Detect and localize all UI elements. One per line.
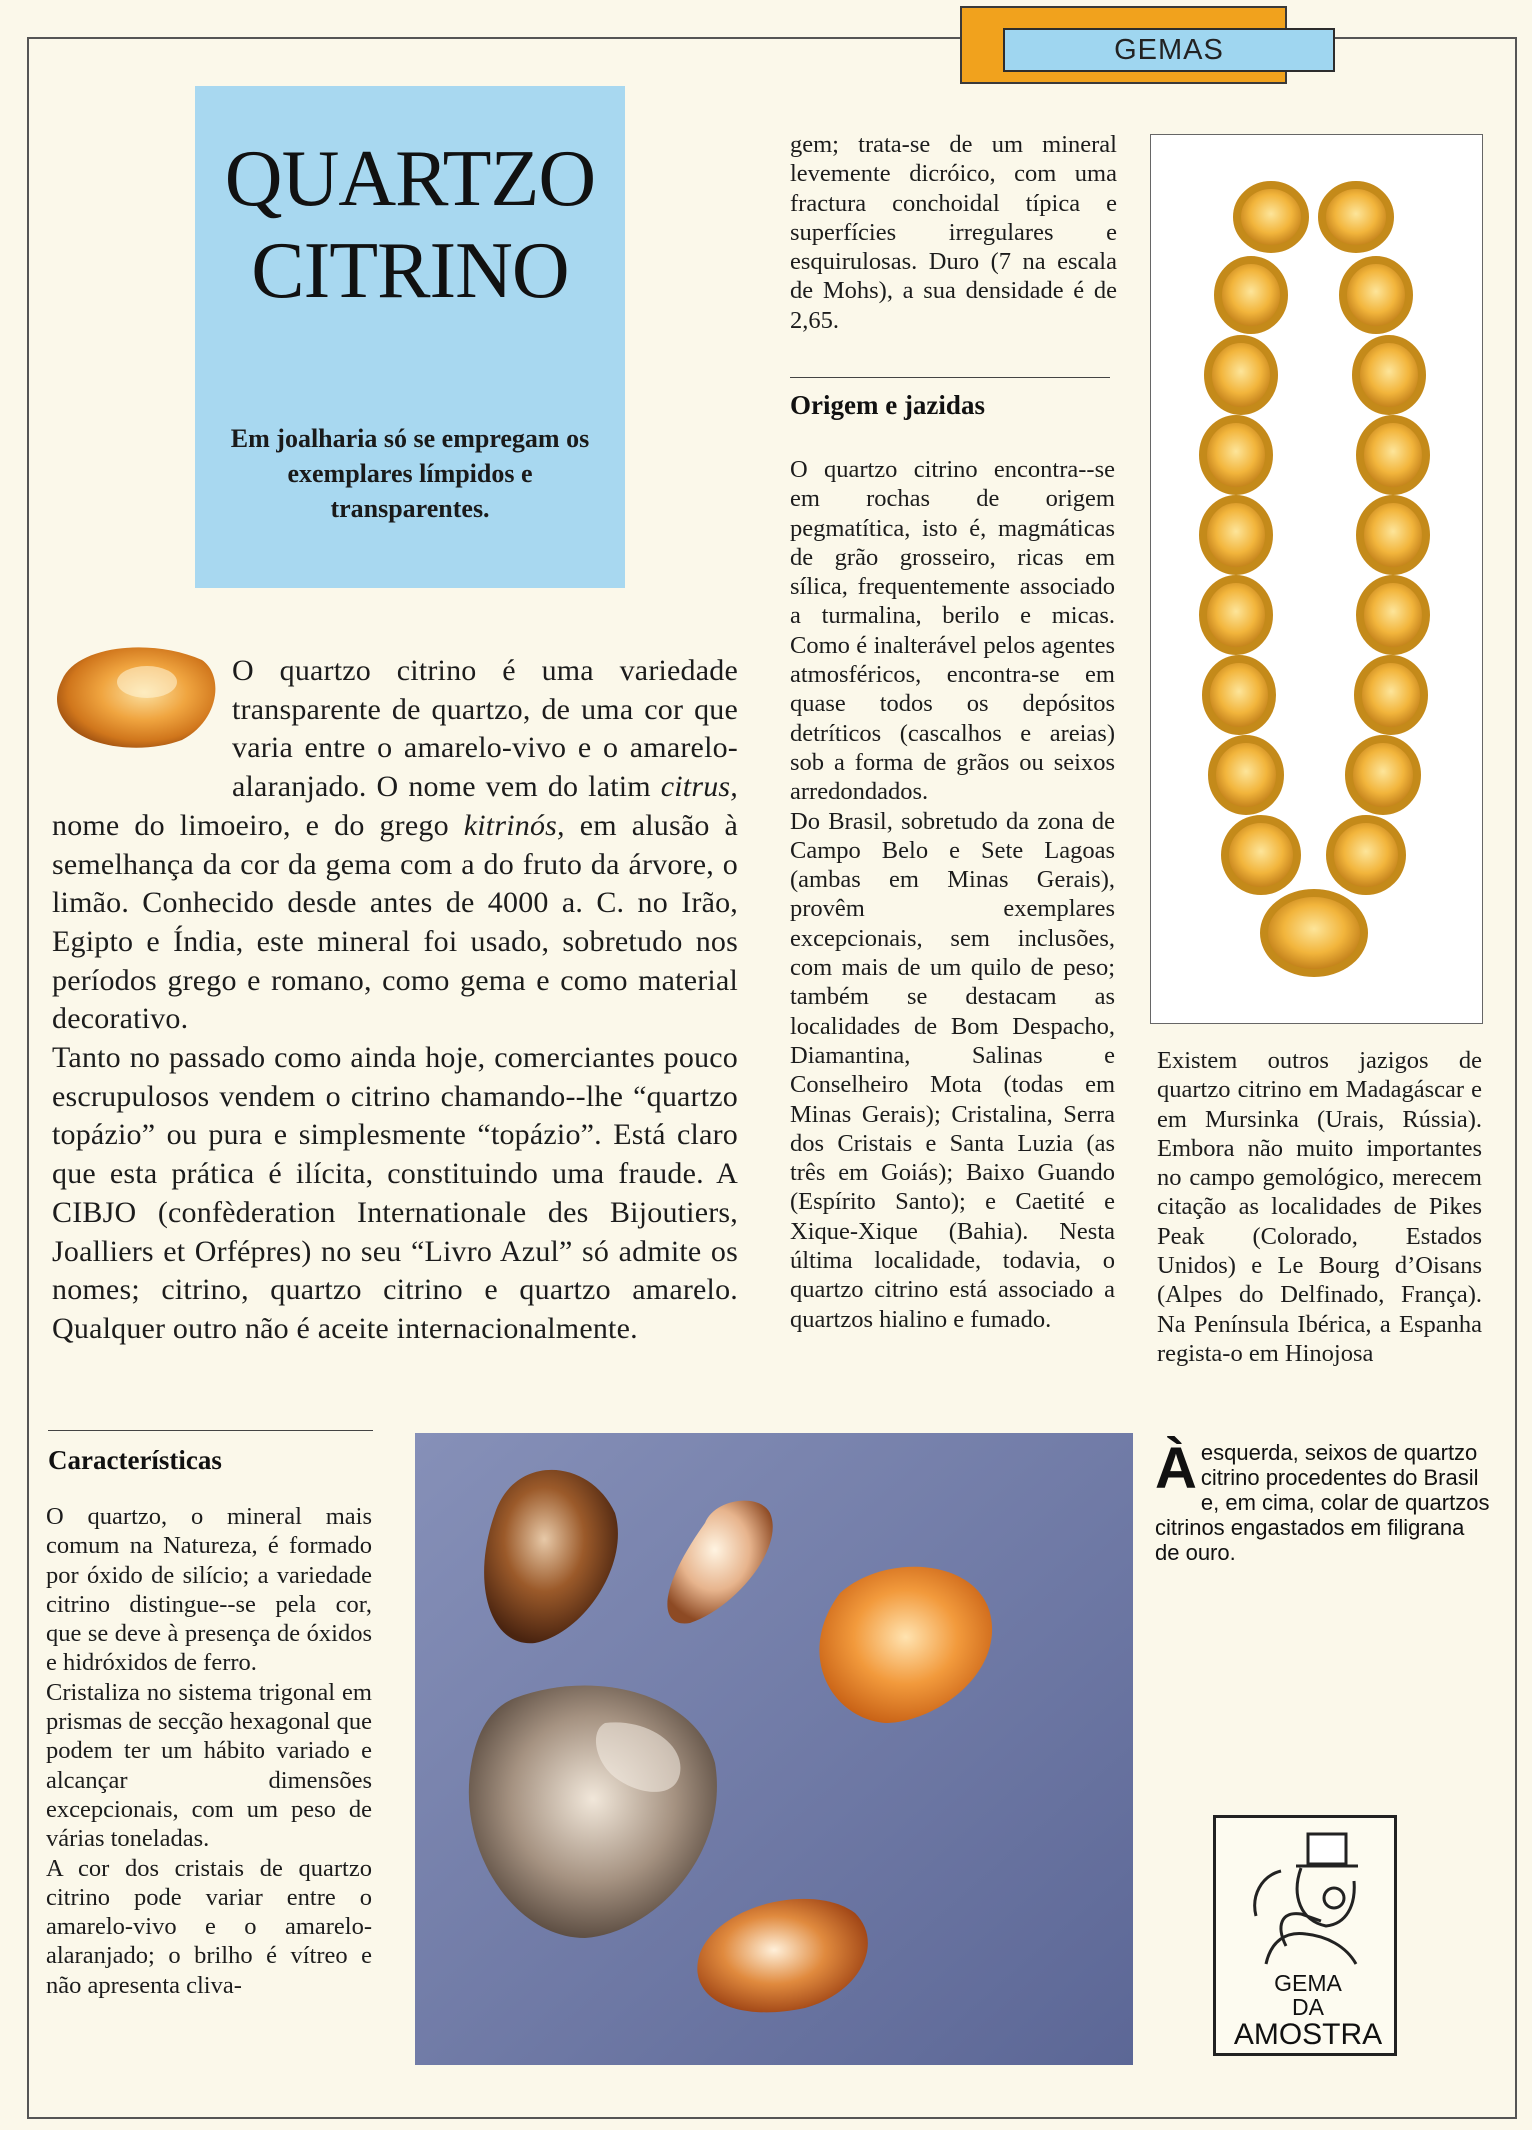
caracteristicas-rule [48, 1430, 373, 1431]
origem-rule [790, 377, 1110, 378]
caption-dropcap: À [1155, 1436, 1197, 1501]
badge-line-1: GEMA [1274, 1970, 1342, 1996]
page-title-line-1: QUARTZO [224, 135, 596, 223]
section-tab-label: GEMAS [1114, 33, 1224, 66]
intro-text [52, 652, 738, 1349]
origem-text [790, 455, 1115, 1334]
jeweler-with-loupe-icon [1246, 1826, 1371, 1966]
caracteristicas-text [46, 1502, 372, 2000]
caracteristicas-paragraph-1: O quartzo, o mineral mais comum na Natureza, é formado por óxido de silício; a variedade citrino distingue--se pela cor, que se deve à presença de óxidos e hidróxidos de ferro. [46, 1503, 372, 1677]
caracteristicas-paragraph-2: Cristaliza no sistema trigonal em prismas de secção hexagonal que podem ter um hábito variado e alcançar dimensões excepcionais, com um peso de várias toneladas. [46, 1678, 372, 1853]
mid-column-continuation: gem; trata-se de um mineral levemente dicróico, com uma fractura conchoidal típica e superfícies irregulares e esquirulosas. Duro (7 na escala de Mohs), a sua densidade é de 2,65. [790, 131, 1117, 334]
section-tab [1003, 28, 1335, 72]
right-column-text: Existem outros jazigos de quartzo citrino em Madagáscar e em Mursinka (Urais, Rússia). Embora não muito importantes no campo gemológico, merecem citação as localidades de Pikes Peak (Colorado, Estados Unidos) e Le Bourg d’Oisans (Alpes do Delfinado, França). Na Península Ibérica, a Espanha regista-o em Hinojosa [1157, 1047, 1482, 1367]
citrine-necklace-image [1151, 135, 1481, 1021]
badge-line-2: DA [1292, 1994, 1324, 2020]
necklace-photo-frame [1150, 134, 1483, 1024]
page-subtitle: Em joalharia só se empregam os exemplares límpidos e transparentes. [230, 424, 590, 523]
caracteristicas-paragraph-3: A cor dos cristais de quartzo citrino pode variar entre o amarelo-vivo e o amarelo-alaranjado; o brilho é vítreo e não apresenta cliva- [46, 1854, 372, 1999]
citrine-pebbles-photo [415, 1433, 1133, 2065]
caption-text: esquerda, seixos de quartzo citrino procedentes do Brasil e, em cima, colar de quartzos citrinos engastados em filigrana de ouro. [1155, 1440, 1490, 1565]
origem-paragraph-2: Do Brasil, sobretudo da zona de Campo Belo e Sete Lagoas (ambas em Minas Gerais), provêm exemplares excepcionais, sem inclusões, com mais de um quilo de peso; também se destacam as localidades de Bom Despacho, Diamantina, Salinas e Conselheiro Mota (todas em Minas Gerais); Cristalina, Serra dos Cristais e Santa Luzia (as três em Goiás); Baixo Guando (Espírito Santo); e Caetité e Xique-Xique (Bahia). Nesta última localidade, todavia, o quartzo citrino está associado a quartzos hialino e fumado. [790, 807, 1115, 1333]
intro-paragraph-1: O quartzo citrino é uma variedade transparente de quartzo, de uma cor que varia entre o amarelo-vivo e o amarelo-alaranjado. O nome vem do latim citrus, nome do limoeiro, e do grego kitrinós, em alusão à semelhança da cor da gema com a do fruto da árvore, o limão. Conhecido desde antes de 4000 a. C. no Irão, Egipto e Índia, este mineral foi usado, sobretudo nos períodos grego e romano, como gema e como material decorativo. [52, 654, 739, 1036]
photo-caption [1155, 1436, 1490, 1565]
origem-paragraph-1: O quartzo citrino encontra--se em rochas de origem pegmatítica, isto é, magmáticas de grão grosseiro, ricas em sílica, frequentemente associado a turmalina, berilo e micas. Como é inalterável pelos agentes atmosféricos, encontra-se em quase todos os depósitos detríticos (cascalhos e areias) sob a forma de grãos ou seixos arredondados. [790, 456, 1115, 806]
caracteristicas-heading: Características [48, 1445, 222, 1475]
title-box [195, 86, 625, 588]
badge-line-3: AMOSTRA [1233, 2018, 1383, 2051]
page-title-line-2: CITRINO [251, 227, 569, 315]
intro-paragraph-2: Tanto no passado como ainda hoje, comerciantes pouco escrupulosos vendem o citrino chamando--lhe “quartzo topázio” ou pura e simplesmente “topázio”. Está claro que esta prática é ilícita, constituindo uma fraude. A CIBJO (confèderation Internationale des Bijoutiers, Joalliers et Orfépres) no seu “Livro Azul” só admite os nomes; citrino, quartzo citrino e quartzo amarelo. Qualquer outro não é aceite internacionalmente. [52, 1041, 738, 1345]
gema-da-amostra-badge [1213, 1815, 1397, 2056]
origem-heading: Origem e jazidas [790, 390, 985, 420]
